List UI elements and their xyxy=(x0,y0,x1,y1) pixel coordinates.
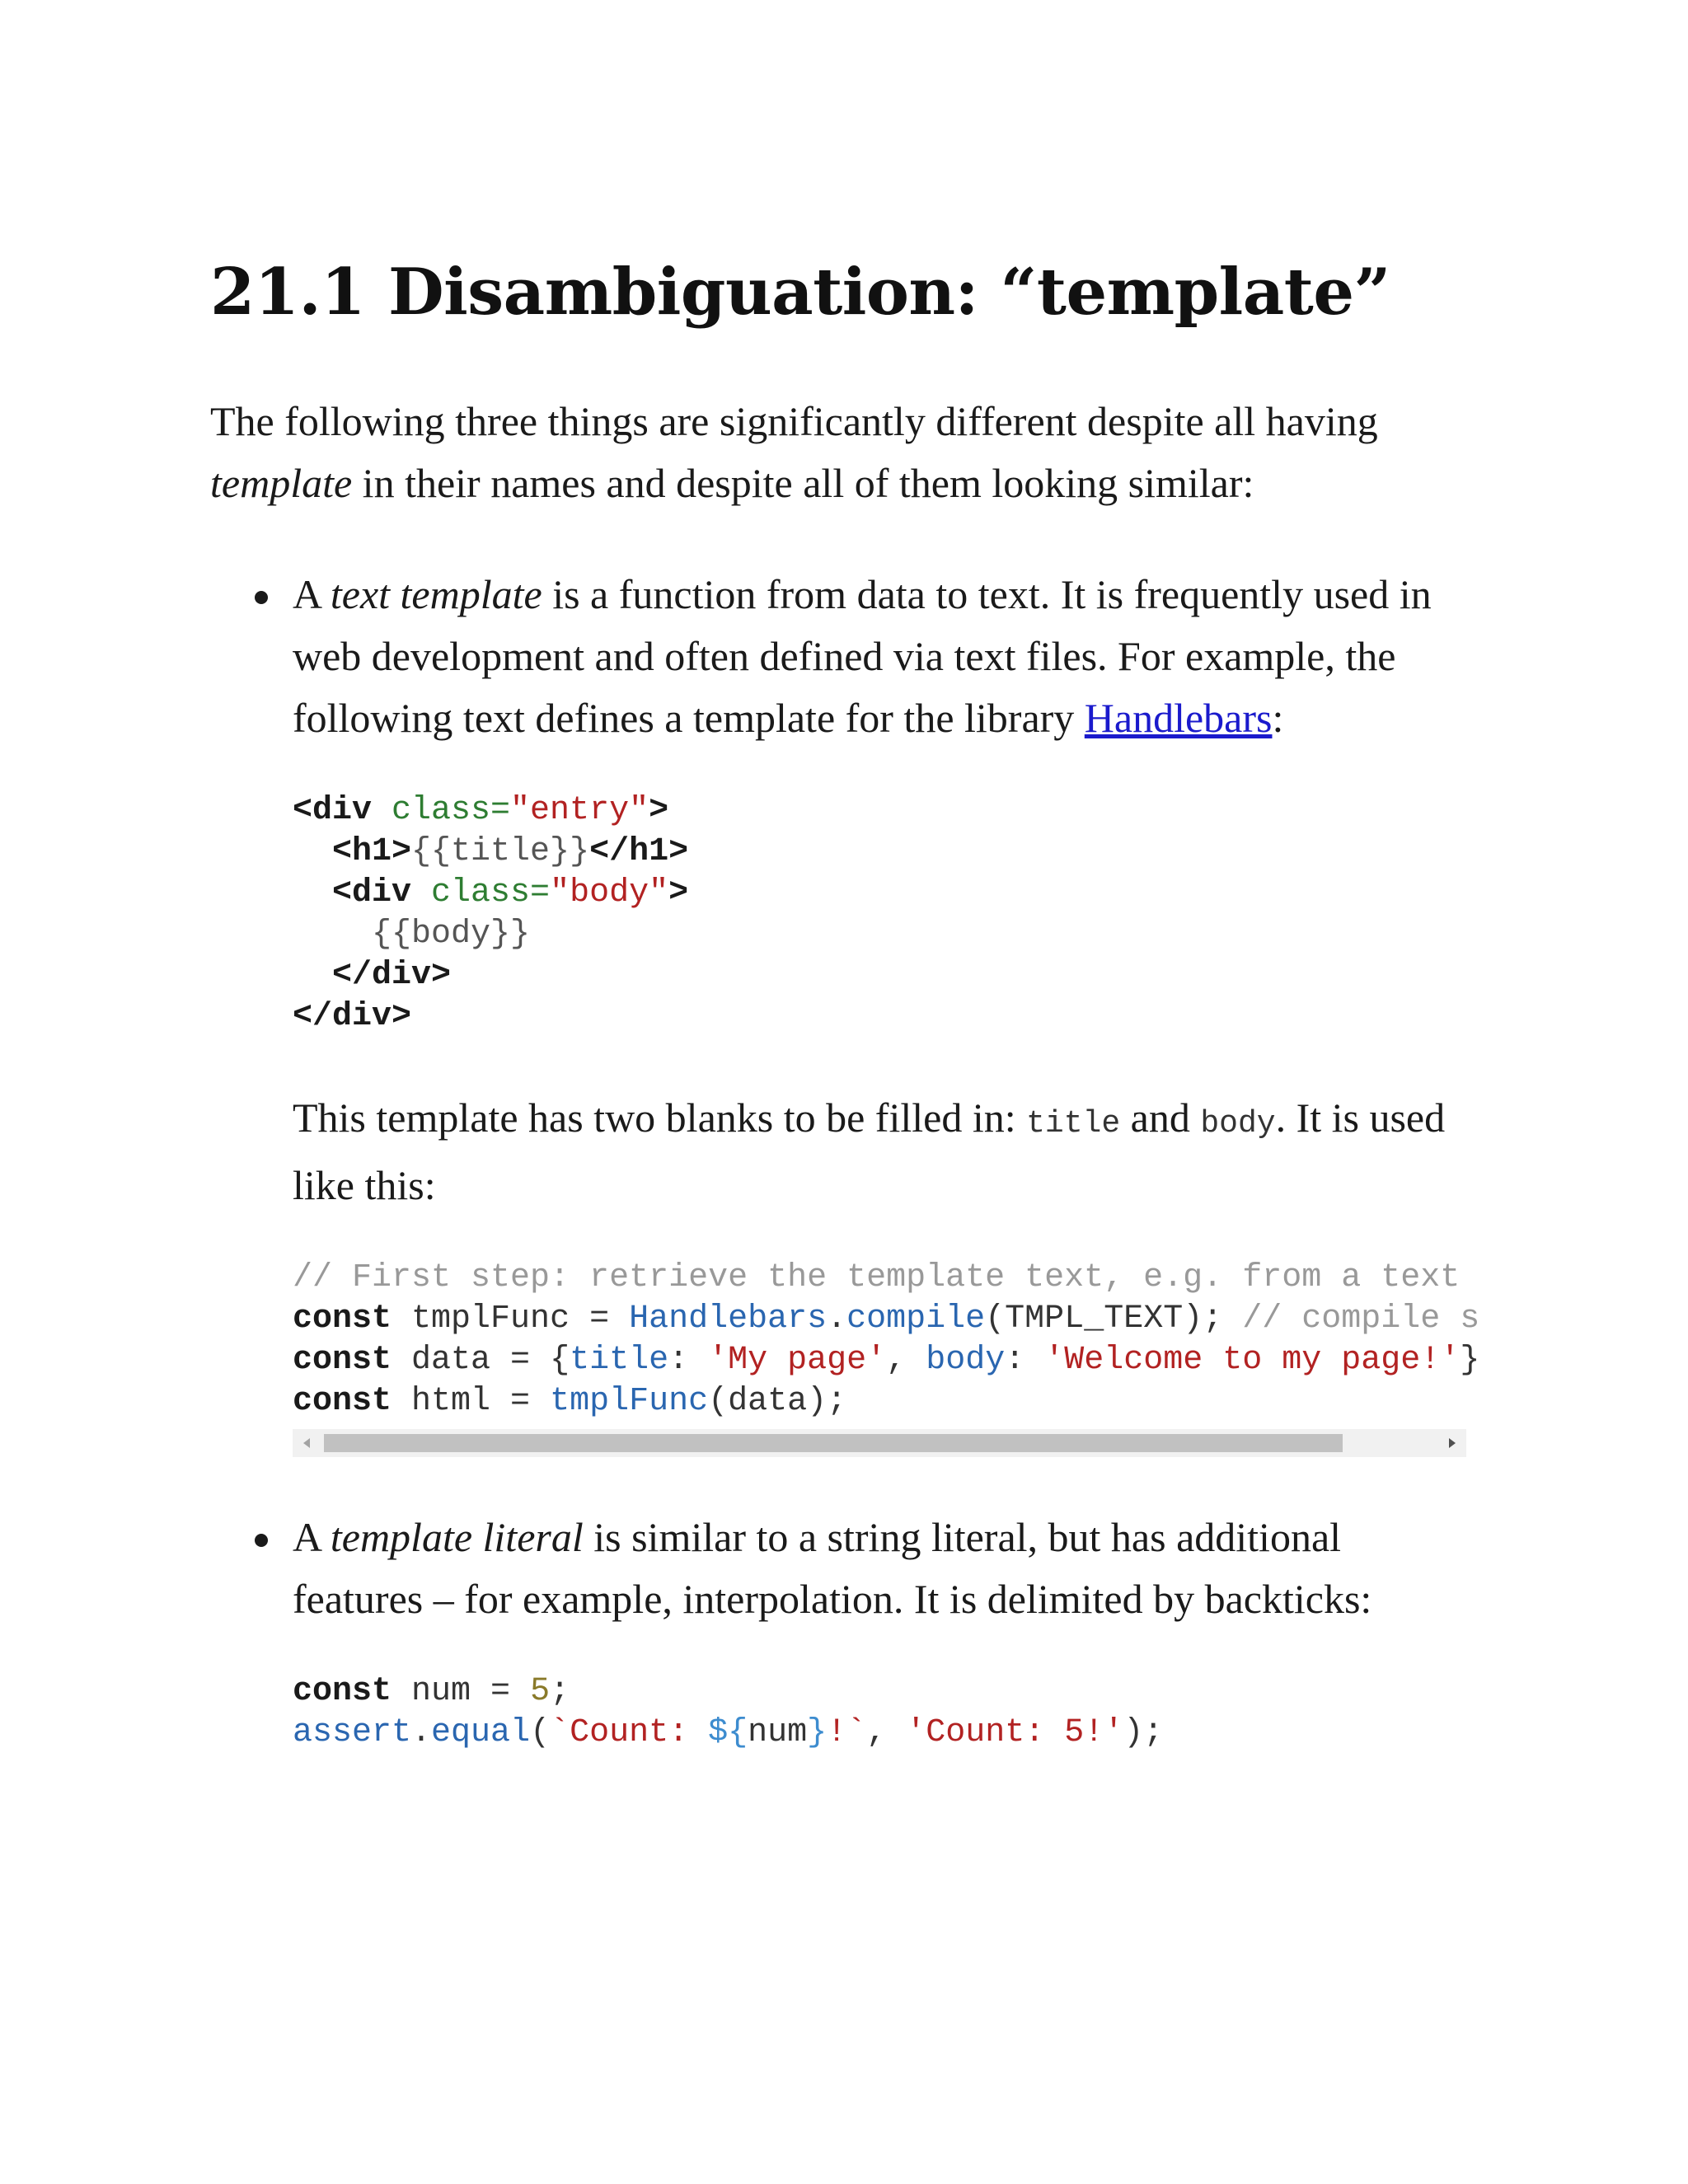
code-token: (TMPL_TEXT); xyxy=(985,1301,1243,1338)
code-indent xyxy=(293,833,332,870)
code-token: data = { xyxy=(392,1342,570,1379)
usage-code-block xyxy=(293,1258,1480,1422)
item1-text-b: is a function from data to text. It is frequently used in web development and often defined via text files. For example, the following text defines a template for the library xyxy=(293,571,1432,741)
code-token: "entry" xyxy=(510,792,649,829)
code-token: {{title}} xyxy=(411,833,590,870)
code-token: ( xyxy=(530,1714,551,1751)
code-token: ; xyxy=(550,1673,570,1710)
code-keyword: const xyxy=(293,1301,392,1338)
code-token: ${ xyxy=(708,1714,748,1751)
usage-code-container xyxy=(293,1258,1480,1457)
code-keyword: const xyxy=(293,1342,392,1379)
item1-text-c: : xyxy=(1272,695,1284,741)
code-token: `Count: xyxy=(550,1714,709,1751)
code-token: } xyxy=(807,1714,828,1751)
code-token: num = xyxy=(392,1673,531,1710)
code-token: compile xyxy=(846,1301,986,1338)
code-token: equal xyxy=(431,1714,531,1751)
section-heading xyxy=(210,247,1479,338)
code-indent xyxy=(293,874,332,912)
code-token: html = xyxy=(392,1383,551,1420)
horizontal-scrollbar[interactable] xyxy=(293,1429,1466,1457)
page xyxy=(210,247,1479,1754)
code-token: tmplFunc xyxy=(550,1383,709,1420)
blanks-text-a: This template has two blanks to be filled in: xyxy=(293,1094,1027,1141)
code-token: class= xyxy=(411,874,551,912)
code-token: // compile s xyxy=(1242,1301,1480,1338)
scroll-left-arrow-icon[interactable] xyxy=(303,1438,310,1448)
code-token: </h1> xyxy=(589,833,689,870)
handlebars-link[interactable]: Handlebars xyxy=(1084,695,1273,741)
blanks-text-b: and xyxy=(1120,1094,1201,1141)
blanks-paragraph xyxy=(293,1087,1479,1216)
text-template-paragraph xyxy=(293,564,1479,749)
item1-emphasis: text template xyxy=(330,571,542,617)
code-token: "body" xyxy=(550,874,669,912)
template-kinds-list xyxy=(210,564,1479,1754)
code-token: class= xyxy=(372,792,511,829)
code-token: <div xyxy=(332,874,412,912)
item2-text-b: is similar to a string literal, but has additional features – for example, interpolation. It is delimited by backticks: xyxy=(293,1514,1372,1622)
code-token: {{body}} xyxy=(372,916,531,953)
code-token: . xyxy=(827,1301,847,1338)
intro-paragraph xyxy=(210,391,1414,514)
code-indent xyxy=(293,957,332,994)
code-token: } xyxy=(1460,1342,1480,1379)
bullet-icon xyxy=(255,591,268,604)
code-token: title xyxy=(570,1342,669,1379)
code-keyword: const xyxy=(293,1673,392,1710)
inline-code-title: title xyxy=(1026,1106,1121,1141)
intro-text-1: The following three things are significantly different despite all having xyxy=(210,398,1378,444)
code-indent xyxy=(293,916,372,953)
code-token: // First step: retrieve the template text, e.g. from a text xyxy=(293,1259,1461,1296)
code-token: > xyxy=(668,874,689,912)
code-token: tmplFunc = xyxy=(392,1301,630,1338)
code-token: num xyxy=(748,1714,808,1751)
inline-code-body: body xyxy=(1200,1106,1276,1141)
template-literal-paragraph xyxy=(293,1507,1479,1630)
code-token: . xyxy=(411,1714,432,1751)
item2-text-a: A xyxy=(293,1514,331,1560)
code-token: 'Welcome to my page!' xyxy=(1044,1342,1461,1379)
code-token: <div xyxy=(293,792,373,829)
code-token: body xyxy=(926,1342,1006,1379)
code-token: : xyxy=(668,1342,709,1379)
item2-emphasis: template literal xyxy=(330,1514,584,1560)
code-token: , xyxy=(866,1714,907,1751)
code-token: </div> xyxy=(332,957,452,994)
intro-emphasis: template xyxy=(210,460,353,506)
code-token: > xyxy=(649,792,669,829)
code-keyword: const xyxy=(293,1383,392,1420)
list-item-template-literal xyxy=(210,1507,1479,1754)
list-item-text-template xyxy=(210,564,1479,1457)
scrollbar-thumb[interactable] xyxy=(324,1434,1343,1452)
code-token: Handlebars xyxy=(629,1301,828,1338)
code-token: !` xyxy=(827,1714,867,1751)
scroll-right-arrow-icon[interactable] xyxy=(1449,1438,1456,1448)
code-token: : xyxy=(1005,1342,1045,1379)
handlebars-code-block xyxy=(293,790,1479,1038)
code-token: 5 xyxy=(530,1673,551,1710)
code-token: </div> xyxy=(293,998,412,1035)
section-number: 21.1 xyxy=(210,255,365,330)
template-literal-code-block xyxy=(293,1671,1479,1754)
code-token: , xyxy=(886,1342,926,1379)
code-token: 'Count: 5!' xyxy=(906,1714,1124,1751)
code-token: <h1> xyxy=(332,833,412,870)
code-token: (data); xyxy=(708,1383,847,1420)
item1-text-a: A xyxy=(293,571,331,617)
code-token: ); xyxy=(1123,1714,1164,1751)
code-token: 'My page' xyxy=(708,1342,887,1379)
code-token: assert xyxy=(293,1714,412,1751)
bullet-icon xyxy=(255,1534,268,1547)
blanks-text-c: . It is used like this: xyxy=(293,1094,1446,1208)
section-title: Disambiguation: “template” xyxy=(387,255,1390,330)
intro-text-2: in their names and despite all of them looking similar: xyxy=(352,460,1254,506)
